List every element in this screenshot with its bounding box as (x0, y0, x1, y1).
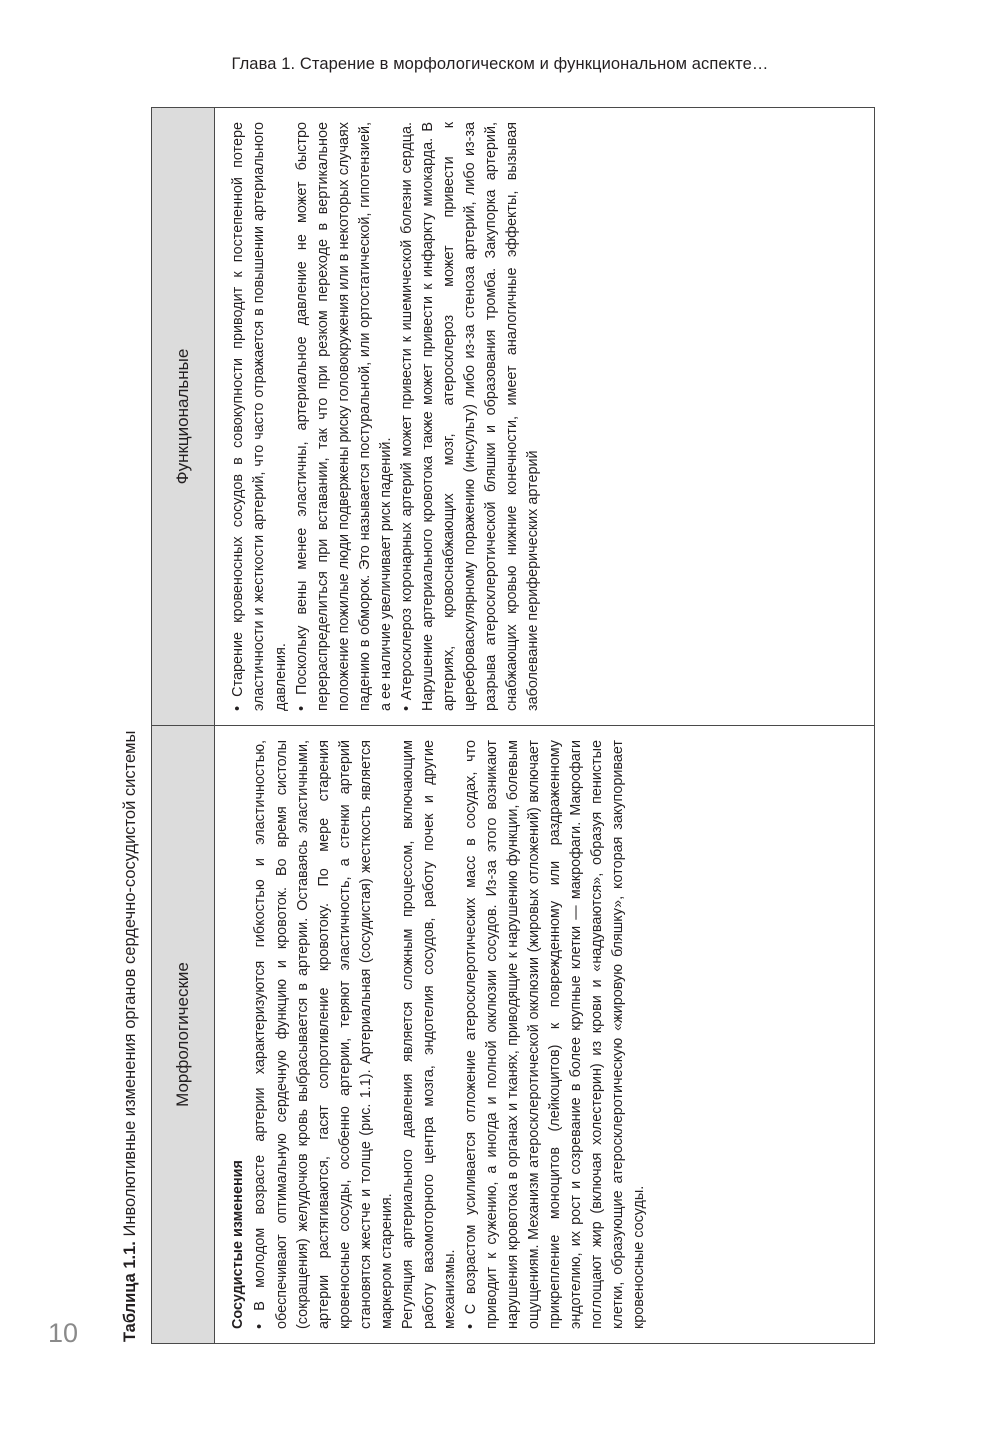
functional-paragraph-3: • Атеросклероз коронарных артерий может привести к ишемической болезни сердца. Нарушение артериального кровотока также может привести к инфаркту миокарда. В артериях, кровоснабжающих мозг, атеросклероз может привести к цереброваскулярному поражению (инсульту) либо из-за стеноза артерий, либо из-за разрыва атеросклеротической бляшки и образования тромба. Закупорка артерий, снабжающих кровью нижние конечности, имеет аналогичные эффекты, вызывая заболевание периферических артерий (398, 122, 541, 711)
table-header (152, 108, 215, 1344)
functional-paragraph-2: • Поскольку вены менее эластичны, артериальное давление не может быстро перераспределиться при вставании, так что при резком переходе в вертикальное положение пожилые люди подвержены риску головокружения или в некоторых случаях падению в обморок. Это называется постуральной, или ортостатической, гипотензией, а ее наличие увеличивает риск падений. (293, 122, 394, 711)
running-head: Глава 1. Старение в морфологическом и функциональном аспекте… (231, 55, 769, 73)
table-caption-text: Инволютивные изменения органов сердечно-сосудистой системы (121, 730, 139, 1242)
column-header-morphological: Морфологические (152, 726, 215, 1344)
morphological-paragraph-2: Регуляция артериального давления является сложным процессом, включающим работу вазомоторного центра мозга, эндотелия сосудов, работу почек и другие механизмы. (399, 740, 458, 1329)
cell-functional (215, 108, 875, 726)
table-caption (120, 104, 141, 1342)
morphological-heading: Сосудистые изменения (230, 1160, 247, 1329)
page-number: 10 (48, 1318, 79, 1348)
morphological-paragraph-1: • В молодом возрасте артерии характеризуются гибкостью и эластичностью, обеспечивают оптимальную сердечную функцию и кровоток. Во время систолы (сокращения) желудочков кровь выбрасывается в артерии. Оставаясь эластичными, артерии растягиваются, гасят сопротивление кровотоку. По мере старения кровеносные сосуды, особенно артерии, теряют эластичность, а стенки артерий становятся жестче и толще (рис. 1.1). Артериальная (сосудистая) жесткость является маркером старения. (252, 740, 395, 1329)
involution-changes-table (151, 107, 875, 1344)
table-header-row (152, 108, 215, 1344)
column-header-functional: Функциональные (152, 108, 215, 726)
table-caption-label: Таблица 1.1. (121, 1241, 139, 1342)
morphological-paragraph-3: • С возрастом усиливается отложение атеросклеротических масс в сосудах, что приводит к сужению, а иногда и полной окклюзии сосудов. Из-за этого возникают нарушения кровотока в органах и тканях, приводящие к нарушению функции, болевым ощущениям. Механизм атеросклеротической окклюзии (жировых отложений) включает прикрепление моноцитов (лейкоцитов) к поврежденному или раздраженному эндотелию, их рост и созревание в более крупные клетки — макрофаги. Макрофаги поглощают жир (включая холестерин) из крови и «надуваются», образуя пенистые клетки, образующие атеросклеротическую «жировую бляшку», которая закупоривает кровеносные сосуды. (462, 740, 648, 1329)
table-body (215, 108, 875, 1344)
table-row (215, 108, 875, 1344)
functional-paragraph-1: • Старение кровеносных сосудов в совокупности приводит к постепенной потере эластичности и жесткости артерий, что часто отражается в повышении артериального давления. (230, 122, 289, 711)
cell-morphological (215, 726, 875, 1344)
